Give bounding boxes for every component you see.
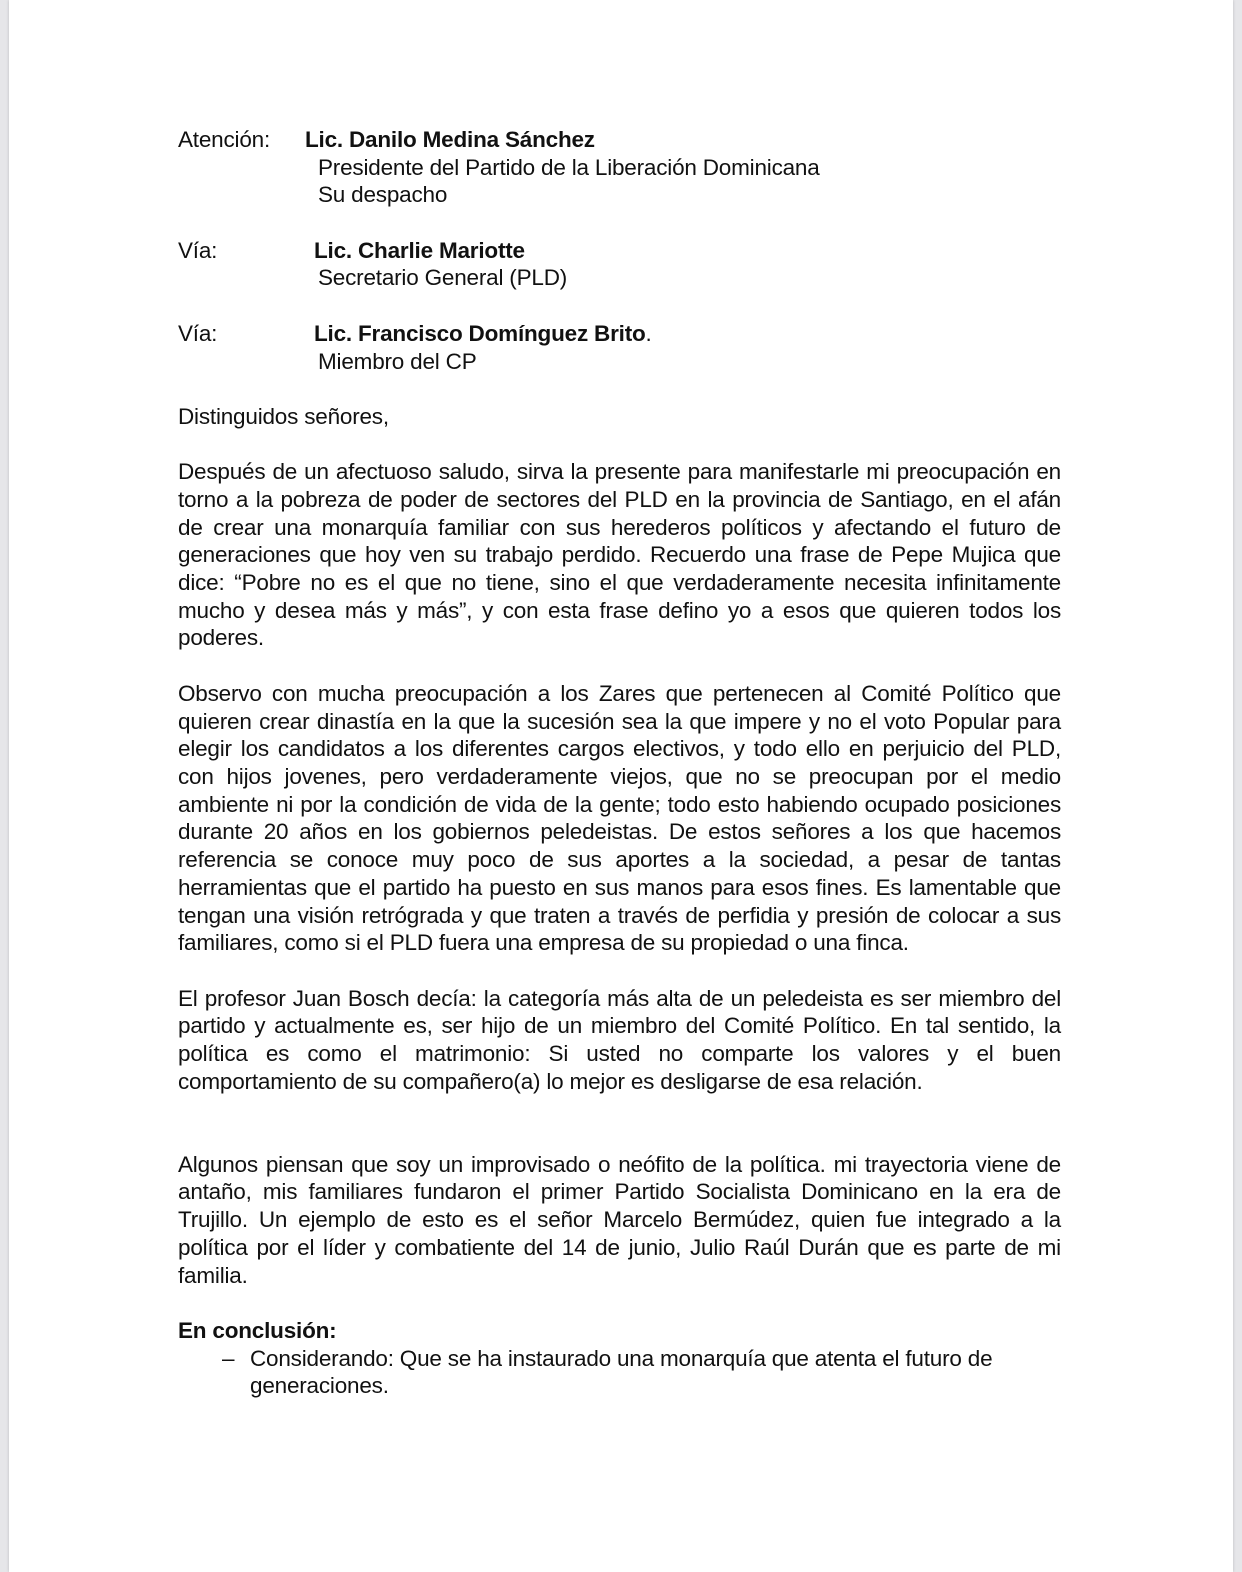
recipient-name-suffix: .	[645, 320, 652, 346]
recipient-name: Lic. Danilo Medina Sánchez	[305, 127, 595, 152]
recipient-block-via-2	[178, 320, 1061, 375]
paragraph-2: Observo con mucha preocupación a los Zares que pertenecen al Comité Político que quieren crear dinastía en la que la sucesión sea la que impere y no el voto Popular para elegir los candidatos a los diferentes cargos electivos, y todo ello en perjuicio del PLD, con hijos jovenes, pero verdaderamente viejos, que no se preocupan por el medio ambiente ni por la condición de vida de la gente; todo esto habiendo ocupado posiciones durante 20 años en los gobiernos peledeistas. De estos señores a los que hacemos referencia se conoce muy poco de sus aportes a la sociedad, a pesar de tantas herramientas que el partido ha puesto en sus manos para esos fines. Es lamentable que tengan una visión retrógrada y que traten a través de perfidia y presión de colocar a sus familiares, como si el PLD fuera una empresa de su propiedad o una finca.	[178, 680, 1061, 956]
recipient-label: Atención:	[178, 127, 271, 152]
paragraph-3: El profesor Juan Bosch decía: la categoría más alta de un peledeista es ser miembro del partido y actualmente es, ser hijo de un miembro del Comité Político. En tal sentido, la política es como el matrimonio: Si usted no comparte los valores y el buen comportamiento de su compañero(a) lo mejor es desligarse de esa relación.	[178, 985, 1061, 1094]
paragraph-1: Después de un afectuoso saludo, sirva la presente para manifestarle mi preocupación en torno a la pobreza de poder de sectores del PLD en la provincia de Santiago, en el afán de crear una monarquía familiar con sus herederos políticos y afectando el futuro de generaciones que hoy ven su trabajo perdido. Recuerdo una frase de Pepe Mujica que dice: “Pobre no es el que no tiene, sino el que verdaderamente necesita infinitamente mucho y desea más y más”, y con esta frase defino yo a esos que quieren todos los poderes.	[178, 459, 1061, 651]
recipient-label: Vía:	[178, 237, 218, 263]
recipient-label: Vía:	[178, 320, 218, 346]
recipient-block-attention	[178, 126, 1061, 209]
recipient-title: Presidente del Partido de la Liberación Dominicana	[318, 154, 820, 180]
conclusion-heading: En conclusión:	[178, 1317, 337, 1343]
recipient-block-via-1	[178, 237, 1061, 292]
paragraph-4: Algunos piensan que soy un improvisado o neófito de la política. mi trayectoria viene de antaño, mis familiares fundaron el primer Partido Socialista Dominicano en la era de Trujillo. Un ejemplo de esto es el señor Marcelo Bermúdez, quien fue integrado a la política por el líder y combatiente del 14 de junio, Julio Raúl Durán que es parte de mi familia.	[178, 1151, 1061, 1288]
letter-body	[178, 126, 1061, 1400]
conclusion-bullet	[178, 1345, 1061, 1400]
recipient-title: Secretario General (PLD)	[318, 265, 568, 291]
recipient-title: Miembro del CP	[318, 348, 477, 374]
document-page	[9, 0, 1233, 1572]
salutation: Distinguidos señores,	[178, 403, 389, 429]
dash-bullet-icon: –	[222, 1345, 235, 1371]
recipient-name: Lic. Francisco Domínguez Brito	[314, 320, 646, 346]
recipient-name: Lic. Charlie Mariotte	[314, 237, 525, 263]
conclusion-bullet-text: Considerando: Que se ha instaurado una monarquía que atenta el futuro de generaciones.	[250, 1345, 993, 1399]
recipient-office: Su despacho	[318, 182, 448, 208]
